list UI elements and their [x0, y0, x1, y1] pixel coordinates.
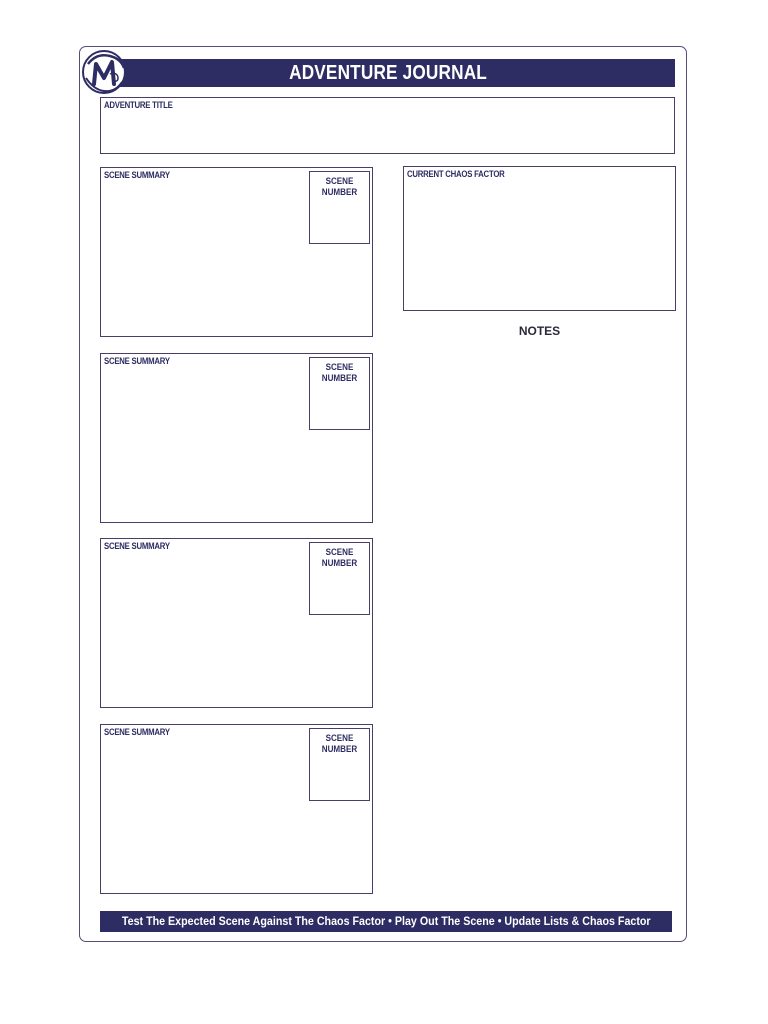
mythic-m-logo-icon	[80, 48, 128, 96]
scene-number-label: SCENE NUMBER	[321, 176, 358, 198]
scene-summary-field[interactable]	[100, 353, 373, 523]
scene-summary-label: SCENE SUMMARY	[104, 356, 170, 367]
scene-summary-label: SCENE SUMMARY	[104, 541, 170, 552]
scene-number-field[interactable]	[309, 171, 370, 244]
scene-summary-field[interactable]	[100, 724, 373, 894]
scene-number-field[interactable]	[309, 728, 370, 801]
scene-number-label: SCENE NUMBER	[321, 547, 358, 569]
notes-heading: NOTES	[518, 324, 561, 338]
scene-number-field[interactable]	[309, 542, 370, 615]
scene-number-label: SCENE NUMBER	[321, 362, 358, 384]
scene-summary-label: SCENE SUMMARY	[104, 170, 170, 181]
page-title: ADVENTURE JOURNAL	[289, 61, 487, 84]
chaos-factor-label: CURRENT CHAOS FACTOR	[407, 169, 505, 180]
footer-steps-text: Test The Expected Scene Against The Chaos Factor • Play Out The Scene • Update Lists & Chaos Factor	[121, 915, 651, 928]
scene-number-field[interactable]	[309, 357, 370, 430]
scene-number-label: SCENE NUMBER	[321, 733, 358, 755]
scene-summary-field[interactable]	[100, 538, 373, 708]
scene-summary-field[interactable]	[100, 167, 373, 337]
adventure-title-field[interactable]	[100, 97, 675, 154]
scene-summary-label: SCENE SUMMARY	[104, 727, 170, 738]
header-bar	[101, 59, 675, 87]
footer-bar	[100, 911, 672, 932]
chaos-factor-field[interactable]	[403, 166, 676, 311]
adventure-title-label: ADVENTURE TITLE	[104, 100, 173, 111]
